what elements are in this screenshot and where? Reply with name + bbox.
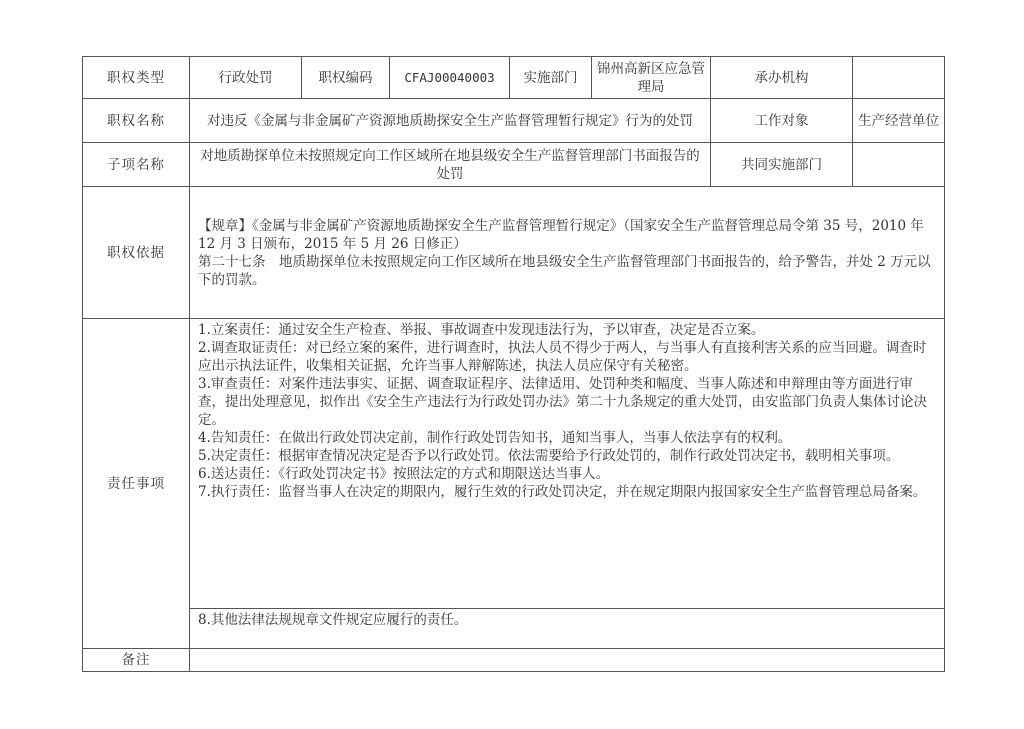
- duty-item-7: 7.执行责任：监督当事人在决定的期限内，履行生效的行政处罚决定，并在规定期限内报国家安全生产监督管理总局备案。: [198, 484, 927, 500]
- joint-value: [853, 143, 945, 187]
- target-value: 生产经营单位: [853, 99, 945, 143]
- sub-value: 对地质勘探单位未按照规定向工作区域所在地县级安全生产监督管理部门书面报告的处罚: [190, 143, 711, 187]
- row-name: [83, 99, 945, 143]
- duties-label: 责任事项: [83, 319, 190, 649]
- duty-item-4: 4.告知责任：在做出行政处罚决定前，制作行政处罚告知书，通知当事人，当事人依法享有的权利。: [198, 430, 792, 446]
- remarks-value: [190, 649, 945, 672]
- code-value: CFAJ00040003: [390, 57, 510, 99]
- row-basis: [83, 187, 945, 319]
- org-label: 承办机构: [711, 57, 853, 99]
- duty-item-5: 5.决定责任：根据审查情况决定是否予以行政处罚。依法需要给予行政处罚的，制作行政处罚决定书，载明相关事项。: [198, 448, 900, 464]
- dept-value: 锦州高新区应急管理局: [592, 57, 711, 99]
- target-label: 工作对象: [711, 99, 853, 143]
- row-type: [83, 57, 945, 99]
- basis-content: [190, 187, 945, 319]
- joint-label: 共同实施部门: [711, 143, 853, 187]
- duty-item-2: 2.调查取证责任：对已经立案的案件，进行调查时，执法人员不得少于两人，与当事人有直接利害关系的应当回避。调查时应出示执法证件，收集相关证据，允许当事人辩解陈述，执法人员应保守有关秘密。: [198, 340, 927, 374]
- duty-item-3: 3.审查责任：对案件违法事实、证据、调查取证程序、法律适用、处罚种类和幅度、当事人陈述和申辩理由等方面进行审查，提出处理意见，拟作出《安全生产违法行为行政处罚办法》第二十九条规定的重大处罚，由安监部门负责人集体讨论决定。: [198, 376, 927, 428]
- org-value: [853, 57, 945, 99]
- authority-sheet: [82, 56, 944, 672]
- type-label: 职权类型: [83, 57, 190, 99]
- duty-item-6: 6.送达责任：《行政处罚决定书》按照法定的方式和期限送达当事人。: [198, 466, 610, 482]
- name-value: 对违反《金属与非金属矿产资源地质勘探安全生产监督管理暂行规定》行为的处罚: [190, 99, 711, 143]
- duty-item-8: 8.其他法律法规规章文件规定应履行的责任。: [190, 609, 945, 649]
- row-duties-cont: [83, 609, 945, 649]
- dept-label: 实施部门: [510, 57, 592, 99]
- basis-article: 第二十七条 地质勘探单位未按照规定向工作区域所在地县级安全生产监督管理部门书面报告的，给予警告，并处 2 万元以下的罚款。: [198, 253, 931, 288]
- sub-label: 子项名称: [83, 143, 190, 187]
- name-label: 职权名称: [83, 99, 190, 143]
- type-value: 行政处罚: [190, 57, 302, 99]
- basis-regulation: 【规章】《金属与非金属矿产资源地质勘探安全生产监督管理暂行规定》（国家安全生产监督管理总局令第 35 号，2010 年 12 月 3 日颁布，2015 年 5 月 26 日修正）: [198, 217, 924, 252]
- remarks-label: 备注: [83, 649, 190, 672]
- code-label: 职权编码: [302, 57, 390, 99]
- authority-table: [82, 56, 945, 672]
- duties-content: [190, 319, 945, 609]
- row-duties: [83, 319, 945, 609]
- duty-item-1: 1.立案责任：通过安全生产检查、举报、事故调查中发现违法行为，予以审查，决定是否立案。: [198, 322, 765, 338]
- basis-label: 职权依据: [83, 187, 190, 319]
- row-remarks: [83, 649, 945, 672]
- row-subitem: [83, 143, 945, 187]
